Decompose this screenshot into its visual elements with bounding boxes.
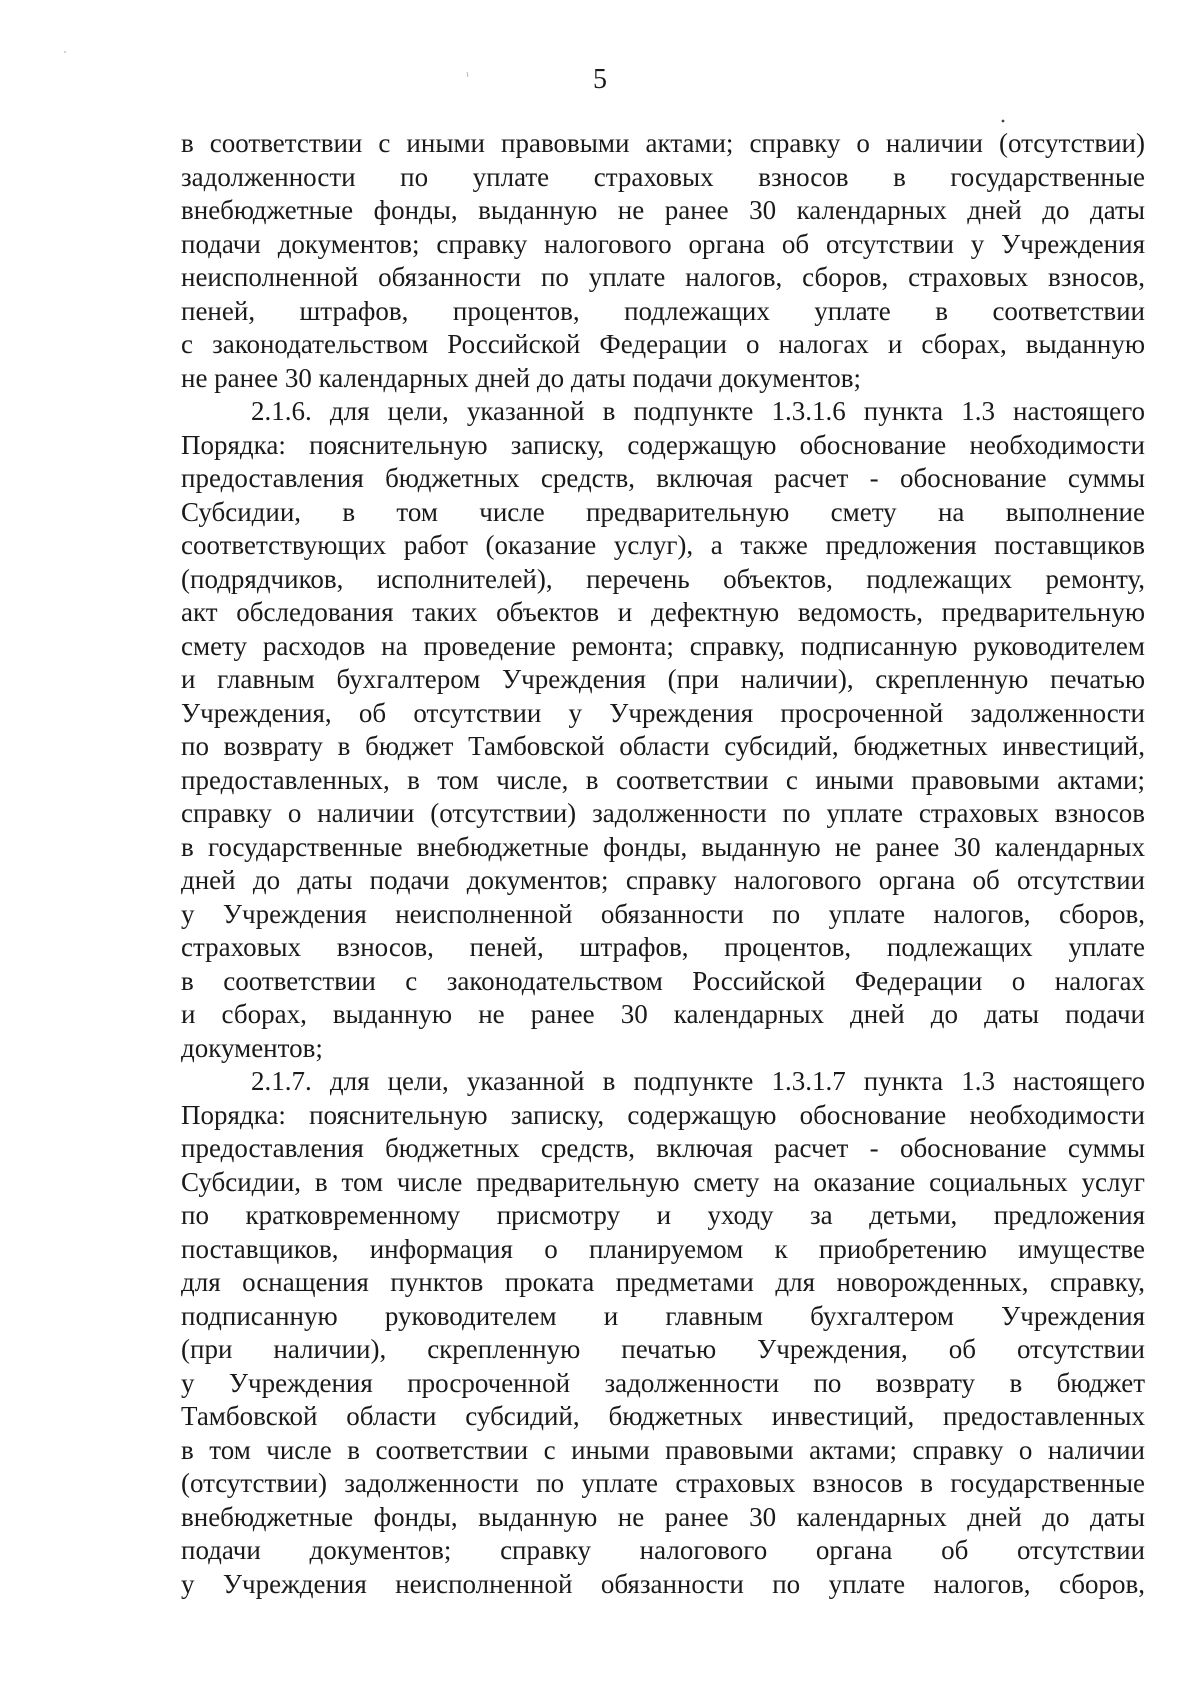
text-line: Тамбовской области субсидий, бюджетных инвестиций, предоставленных	[181, 1401, 1145, 1431]
text-line: (при наличии), скрепленную печатью Учреждения, об отсутствии	[181, 1334, 1145, 1364]
document-body	[181, 127, 1145, 1601]
scan-speck	[64, 51, 66, 53]
text-line: справку о наличии (отсутствии) задолженности по уплате страховых взносов	[181, 798, 1145, 828]
text-line: в государственные внебюджетные фонды, выданную не ранее 30 календарных	[181, 831, 1145, 862]
text-line: Порядка: пояснительную записку, содержащую обоснование необходимости	[181, 1099, 1145, 1130]
text-line: задолженности по уплате страховых взносов в государственные	[181, 161, 1145, 192]
text-line: внебюджетные фонды, выданную не ранее 30 календарных дней до даты	[181, 1501, 1145, 1532]
scan-speck	[1002, 120, 1005, 123]
text-line: подписанную руководителем и главным бухгалтером Учреждения	[181, 1300, 1145, 1331]
text-line: Порядка: пояснительную записку, содержащую обоснование необходимости	[181, 429, 1145, 460]
text-line: смету расходов на проведение ремонта; справку, подписанную руководителем	[181, 630, 1145, 661]
paragraph	[181, 1065, 1145, 1601]
text-line: Учреждения, об отсутствии у Учреждения просроченной задолженности	[181, 697, 1145, 728]
page-number: 5	[593, 64, 607, 95]
text-line: не ранее 30 календарных дней до даты подачи документов;	[181, 362, 861, 393]
text-line: Субсидии, в том числе предварительную смету на выполнение	[181, 496, 1145, 527]
text-line: в соответствии с законодательством Российской Федерации о налогах	[181, 965, 1145, 996]
text-line: 2.1.6. для цели, указанной в подпункте 1.3.1.6 пункта 1.3 настоящего	[251, 396, 1145, 426]
text-line: (отсутствии) задолженности по уплате страховых взносов в государственные	[181, 1468, 1145, 1498]
text-line: подачи документов; справку налогового органа об отсутствии	[181, 1535, 1145, 1565]
text-line: акт обследования таких объектов и дефектную ведомость, предварительную	[181, 597, 1145, 627]
text-line: соответствующих работ (оказание услуг), а также предложения поставщиков	[181, 530, 1145, 560]
text-line: в соответствии с иными правовыми актами; справку о наличии (отсутствии)	[181, 128, 1145, 158]
text-line: дней до даты подачи документов; справку налогового органа об отсутствии	[181, 865, 1145, 895]
text-line: страховых взносов, пеней, штрафов, процентов, подлежащих уплате	[181, 932, 1145, 962]
text-line: внебюджетные фонды, выданную не ранее 30 календарных дней до даты	[181, 195, 1145, 225]
text-line: по кратковременному присмотру и уходу за детьми, предложения	[181, 1200, 1145, 1230]
text-line: Субсидии, в том числе предварительную смету на оказание социальных услуг	[181, 1166, 1145, 1197]
text-line: в том числе в соответствии с иными правовыми актами; справку о наличии	[181, 1434, 1145, 1465]
text-line: документов;	[181, 1032, 323, 1063]
text-line: 2.1.7. для цели, указанной в подпункте 1.3.1.7 пункта 1.3 настоящего	[251, 1066, 1145, 1096]
text-line: предоставления бюджетных средств, включая расчет - обоснование суммы	[181, 463, 1145, 493]
text-line: предоставления бюджетных средств, включая расчет - обоснование суммы	[181, 1133, 1145, 1163]
text-line: поставщиков, информация о планируемом к приобретению имуществе	[181, 1233, 1145, 1264]
text-line: по возврату в бюджет Тамбовской области субсидий, бюджетных инвестиций,	[181, 731, 1145, 761]
text-line: и главным бухгалтером Учреждения (при наличии), скрепленную печатью	[181, 664, 1145, 694]
text-line: и сборах, выданную не ранее 30 календарных дней до даты подачи	[181, 999, 1145, 1029]
text-line: с законодательством Российской Федерации о налогах и сборах, выданную	[181, 329, 1145, 359]
text-line: предоставленных, в том числе, в соответствии с иными правовыми актами;	[181, 764, 1145, 795]
text-line: (подрядчиков, исполнителей), перечень объектов, подлежащих ремонту,	[181, 563, 1145, 594]
text-line: у Учреждения неисполненной обязанности по уплате налогов, сборов,	[181, 898, 1145, 929]
text-line: неисполненной обязанности по уплате налогов, сборов, страховых взносов,	[181, 262, 1145, 292]
paragraph	[181, 127, 1145, 395]
paragraph	[181, 395, 1145, 1065]
text-line: для оснащения пунктов проката предметами для новорожденных, справку,	[181, 1267, 1145, 1297]
text-line: у Учреждения просроченной задолженности по возврату в бюджет	[181, 1367, 1145, 1398]
text-line: пеней, штрафов, процентов, подлежащих уплате в соответствии	[181, 295, 1145, 326]
text-line: у Учреждения неисполненной обязанности по уплате налогов, сборов,	[181, 1568, 1145, 1599]
text-line: подачи документов; справку налогового органа об отсутствии у Учреждения	[181, 228, 1145, 259]
